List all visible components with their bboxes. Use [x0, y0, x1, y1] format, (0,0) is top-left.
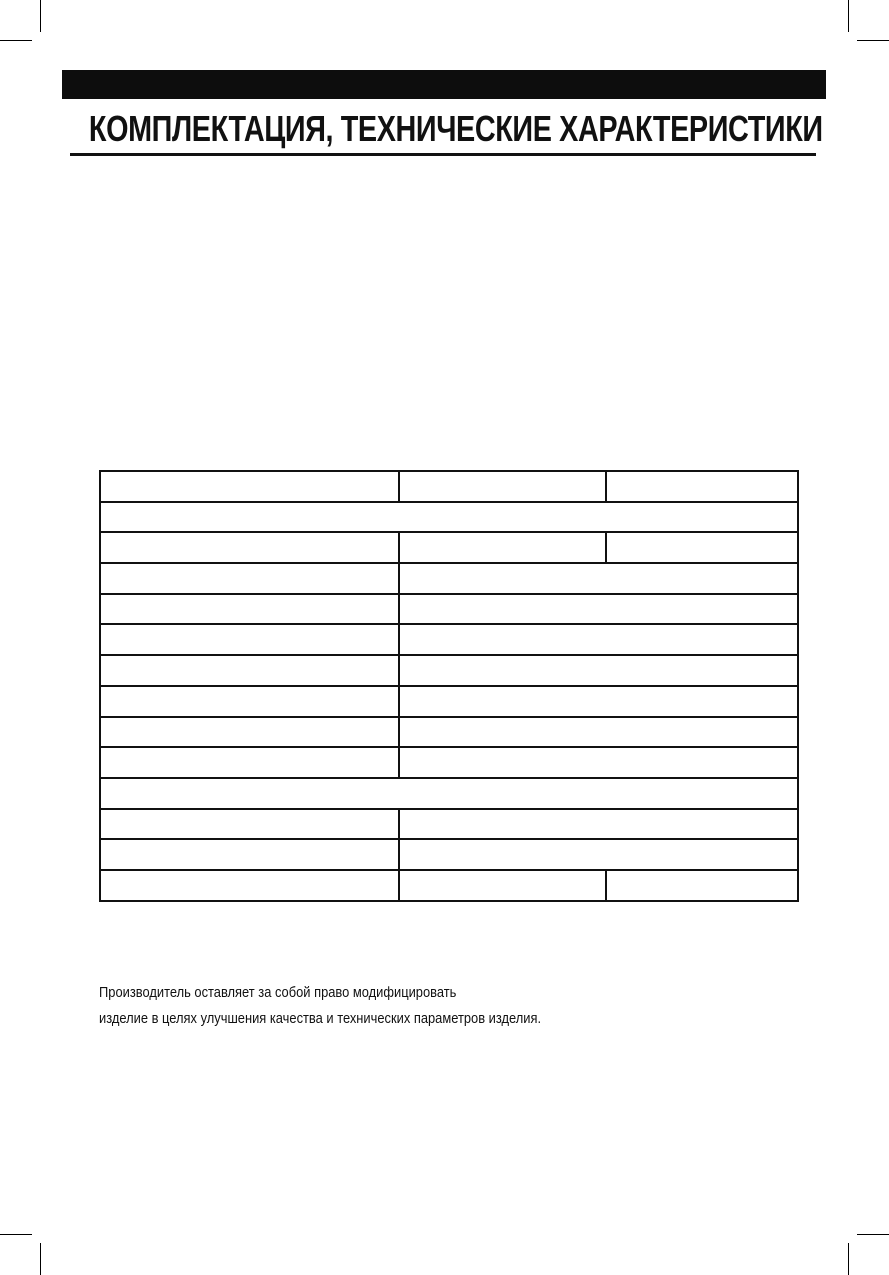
- table-row: [100, 502, 798, 533]
- disclaimer-line: изделие в целях улучшения качества и технических параметров изделия.: [99, 1010, 542, 1027]
- table-row: [100, 471, 798, 502]
- table-cell: [100, 502, 798, 533]
- page-title: КОМПЛЕКТАЦИЯ, ТЕХНИЧЕСКИЕ ХАРАКТЕРИСТИКИ: [88, 108, 823, 149]
- table-row: [100, 809, 798, 840]
- disclaimer-note: [99, 980, 541, 1032]
- table-cell: [399, 686, 798, 717]
- crop-mark: [848, 1243, 849, 1275]
- crop-mark: [0, 1234, 32, 1235]
- table-cell: [100, 778, 798, 809]
- table-row: [100, 655, 798, 686]
- table-cell: [100, 532, 399, 563]
- table-cell: [100, 471, 399, 502]
- table-cell: [399, 870, 606, 901]
- table-cell: [399, 717, 798, 748]
- table-cell: [100, 839, 399, 870]
- table-cell: [100, 624, 399, 655]
- table-cell: [399, 747, 798, 778]
- crop-mark: [857, 1234, 889, 1235]
- table-cell: [100, 747, 399, 778]
- crop-mark: [848, 0, 849, 32]
- header-bar: [62, 70, 826, 99]
- table-row: [100, 686, 798, 717]
- table-cell: [606, 532, 798, 563]
- disclaimer-line: Производитель оставляет за собой право модифицировать: [99, 984, 457, 1001]
- table-row: [100, 563, 798, 594]
- table-row: [100, 624, 798, 655]
- table-row: [100, 839, 798, 870]
- table-row: [100, 532, 798, 563]
- table-cell: [100, 655, 399, 686]
- table-cell: [606, 870, 798, 901]
- table-cell: [100, 563, 399, 594]
- table-row: [100, 594, 798, 625]
- crop-mark: [40, 0, 41, 32]
- table-cell: [399, 624, 798, 655]
- table-cell: [399, 839, 798, 870]
- spec-table: [99, 470, 799, 902]
- table-row: [100, 778, 798, 809]
- table-row: [100, 747, 798, 778]
- title-underline: [70, 153, 816, 156]
- table-cell: [399, 471, 606, 502]
- table-cell: [606, 471, 798, 502]
- table-row: [100, 717, 798, 748]
- table-cell: [399, 532, 606, 563]
- table-cell: [399, 594, 798, 625]
- table-cell: [399, 655, 798, 686]
- table-row: [100, 870, 798, 901]
- crop-mark: [40, 1243, 41, 1275]
- table-cell: [100, 686, 399, 717]
- crop-mark: [857, 40, 889, 41]
- table-cell: [100, 594, 399, 625]
- table-cell: [100, 809, 399, 840]
- table-cell: [399, 563, 798, 594]
- table-cell: [100, 717, 399, 748]
- crop-mark: [0, 40, 32, 41]
- table-cell: [100, 870, 399, 901]
- table-cell: [399, 809, 798, 840]
